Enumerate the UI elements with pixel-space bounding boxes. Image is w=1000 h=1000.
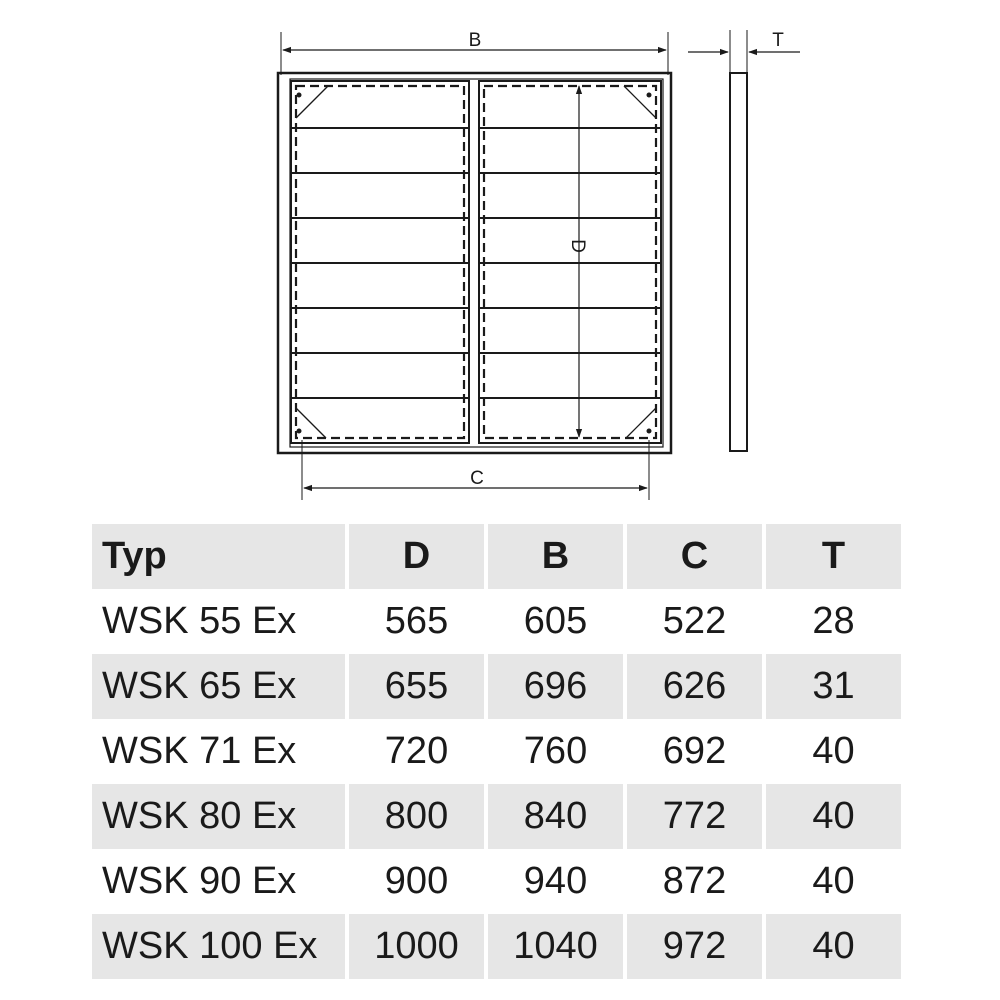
screw-hole-bottom-left [297,429,302,434]
header-d: D [349,524,484,589]
header-c: C [627,524,762,589]
cell-t: 40 [812,860,855,902]
cell-c: 626 [627,654,762,719]
left-louver-panel [291,81,469,443]
cell-b: 760 [523,730,588,772]
dimension-c-label: C [470,468,484,489]
table-row [92,784,901,849]
screw-hole-top-left [297,93,302,98]
table-row [92,914,901,979]
dimension-t-label: T [772,30,784,51]
right-louver-panel [479,81,661,443]
dimension-d [567,86,588,437]
cell-c: 872 [662,860,727,902]
cell-b: 940 [523,860,588,902]
left-louver-slats [291,128,469,398]
cell-b: 605 [523,600,588,642]
cell-typ: WSK 55 Ex [102,600,297,642]
table-row [92,654,901,719]
screw-hole-bottom-right [647,429,652,434]
cell-c: 772 [627,784,762,849]
dimension-t [688,30,800,52]
table-header-row [92,524,901,589]
dimensions-table [88,524,905,979]
table-row [92,719,901,784]
dimension-b [281,30,668,75]
cell-t: 40 [766,914,901,979]
cell-t: 31 [766,654,901,719]
cell-typ: WSK 71 Ex [102,730,297,772]
cell-b: 840 [488,784,623,849]
cell-c: 692 [662,730,727,772]
cell-d: 655 [349,654,484,719]
cell-d: 800 [349,784,484,849]
dimension-c [302,440,649,500]
side-view [730,30,747,451]
cell-typ: WSK 80 Ex [92,784,345,849]
cell-typ: WSK 90 Ex [102,860,297,902]
header-typ: Typ [92,524,345,589]
cell-c: 522 [662,600,727,642]
table-row [92,589,901,654]
table-row [92,849,901,914]
cell-c: 972 [627,914,762,979]
cell-t: 40 [766,784,901,849]
cell-b: 1040 [488,914,623,979]
right-louver-slats [479,128,661,398]
dimension-b-label: B [468,30,482,51]
cell-d: 565 [384,600,449,642]
cell-t: 40 [812,730,855,772]
cell-t: 28 [812,600,855,642]
cell-b: 696 [488,654,623,719]
cell-d: 900 [384,860,449,902]
cell-d: 1000 [349,914,484,979]
header-b: B [488,524,623,589]
dimension-d-label: D [567,239,588,253]
cell-typ: WSK 65 Ex [92,654,345,719]
screw-hole-top-right [647,93,652,98]
cell-typ: WSK 100 Ex [92,914,345,979]
header-t: T [766,524,901,589]
cell-d: 720 [384,730,449,772]
